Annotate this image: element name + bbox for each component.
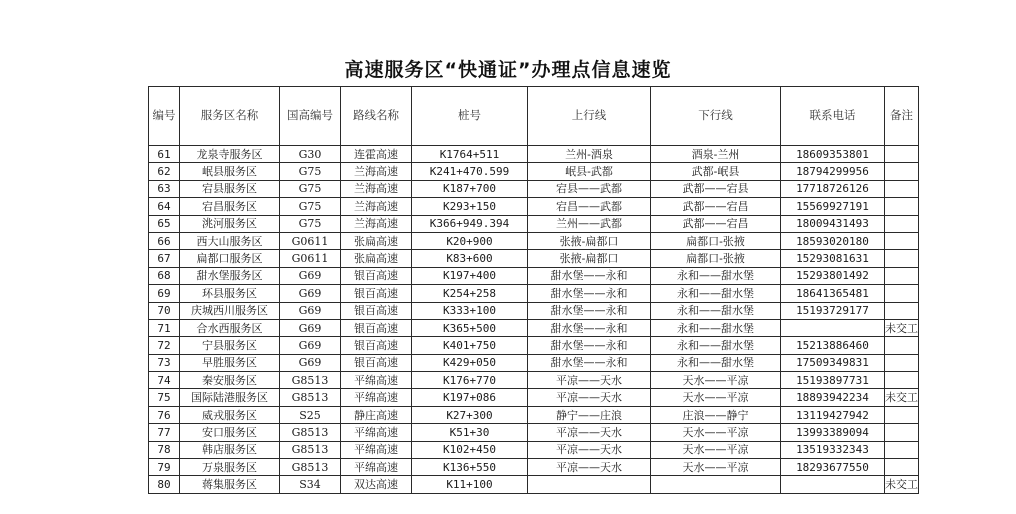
table-row — [149, 459, 919, 476]
stake-number-cell: K254+258 — [412, 285, 528, 302]
upline-cell: 甜水堡——永和 — [528, 354, 651, 371]
upline-cell: 甜水堡——永和 — [528, 285, 651, 302]
table-row — [149, 337, 919, 354]
national-code-cell: G8513 — [280, 459, 341, 476]
phone-cell: 18593020180 — [781, 232, 885, 249]
phone-cell: 18794299956 — [781, 163, 885, 180]
service-area-name-cell: 宕县服务区 — [180, 180, 280, 197]
service-area-name-cell: 扁都口服务区 — [180, 250, 280, 267]
header-cell: 编号 — [149, 87, 180, 146]
downline-cell: 永和——甜水堡 — [651, 285, 781, 302]
table-row — [149, 232, 919, 249]
number-cell: 66 — [149, 232, 180, 249]
downline-cell: 永和——甜水堡 — [651, 302, 781, 319]
remark-cell: 未交工 — [885, 389, 919, 406]
number-cell: 74 — [149, 372, 180, 389]
table-row — [149, 319, 919, 336]
downline-cell: 武都——宕县 — [651, 180, 781, 197]
stake-number-cell: K51+30 — [412, 424, 528, 441]
remark-cell — [885, 163, 919, 180]
route-name-cell: 平绵高速 — [341, 389, 412, 406]
route-name-cell: 平绵高速 — [341, 459, 412, 476]
route-name-cell: 银百高速 — [341, 337, 412, 354]
header-cell: 上行线 — [528, 87, 651, 146]
table-row — [149, 180, 919, 197]
stake-number-cell: K333+100 — [412, 302, 528, 319]
remark-cell — [885, 354, 919, 371]
stake-number-cell: K293+150 — [412, 198, 528, 215]
table-header-row — [149, 87, 919, 146]
national-code-cell: G69 — [280, 337, 341, 354]
table-row — [149, 285, 919, 302]
stake-number-cell: K197+086 — [412, 389, 528, 406]
number-cell: 79 — [149, 459, 180, 476]
route-name-cell: 张扁高速 — [341, 232, 412, 249]
number-cell: 64 — [149, 198, 180, 215]
national-code-cell: G69 — [280, 302, 341, 319]
number-cell: 72 — [149, 337, 180, 354]
upline-cell: 宕县——武都 — [528, 180, 651, 197]
page-title: 高速服务区“快通证”办理点信息速览 — [344, 59, 672, 81]
number-cell: 63 — [149, 180, 180, 197]
route-name-cell: 平绵高速 — [341, 441, 412, 458]
route-name-cell: 兰海高速 — [341, 215, 412, 232]
phone-cell — [781, 476, 885, 493]
route-name-cell: 兰海高速 — [341, 198, 412, 215]
route-name-cell: 张扁高速 — [341, 250, 412, 267]
service-area-name-cell: 安口服务区 — [180, 424, 280, 441]
downline-cell: 武都-岷县 — [651, 163, 781, 180]
table-row — [149, 267, 919, 284]
route-name-cell: 银百高速 — [341, 354, 412, 371]
phone-cell: 18293677550 — [781, 459, 885, 476]
downline-cell: 扁都口-张掖 — [651, 232, 781, 249]
number-cell: 73 — [149, 354, 180, 371]
table-row — [149, 389, 919, 406]
route-name-cell: 兰海高速 — [341, 180, 412, 197]
downline-cell: 永和——甜水堡 — [651, 319, 781, 336]
phone-cell: 15293801492 — [781, 267, 885, 284]
number-cell: 61 — [149, 146, 180, 163]
stake-number-cell: K136+550 — [412, 459, 528, 476]
stake-number-cell: K20+900 — [412, 232, 528, 249]
national-code-cell: G69 — [280, 319, 341, 336]
national-code-cell: G8513 — [280, 441, 341, 458]
remark-cell — [885, 459, 919, 476]
upline-cell: 甜水堡——永和 — [528, 319, 651, 336]
upline-cell: 平凉——天水 — [528, 459, 651, 476]
route-name-cell: 银百高速 — [341, 302, 412, 319]
upline-cell: 甜水堡——永和 — [528, 267, 651, 284]
table-row — [149, 198, 919, 215]
phone-cell: 15193729177 — [781, 302, 885, 319]
service-area-name-cell: 宕昌服务区 — [180, 198, 280, 215]
national-code-cell: G0611 — [280, 232, 341, 249]
national-code-cell: G30 — [280, 146, 341, 163]
service-area-name-cell: 庆城西川服务区 — [180, 302, 280, 319]
phone-cell: 13519332343 — [781, 441, 885, 458]
downline-cell: 天水——平凉 — [651, 372, 781, 389]
stake-number-cell: K401+750 — [412, 337, 528, 354]
service-area-name-cell: 秦安服务区 — [180, 372, 280, 389]
table-row — [149, 406, 919, 423]
remark-cell — [885, 424, 919, 441]
upline-cell: 静宁——庄浪 — [528, 406, 651, 423]
downline-cell: 扁都口-张掖 — [651, 250, 781, 267]
service-area-name-cell: 万泉服务区 — [180, 459, 280, 476]
stake-number-cell: K83+600 — [412, 250, 528, 267]
header-cell: 联系电话 — [781, 87, 885, 146]
national-code-cell: G8513 — [280, 389, 341, 406]
upline-cell: 平凉——天水 — [528, 372, 651, 389]
service-area-name-cell: 龙泉寺服务区 — [180, 146, 280, 163]
number-cell: 76 — [149, 406, 180, 423]
number-cell: 77 — [149, 424, 180, 441]
stake-number-cell: K197+400 — [412, 267, 528, 284]
upline-cell: 甜水堡——永和 — [528, 337, 651, 354]
stake-number-cell: K365+500 — [412, 319, 528, 336]
downline-cell: 永和——甜水堡 — [651, 354, 781, 371]
national-code-cell: G75 — [280, 198, 341, 215]
upline-cell: 平凉——天水 — [528, 389, 651, 406]
number-cell: 62 — [149, 163, 180, 180]
number-cell: 65 — [149, 215, 180, 232]
phone-cell: 18609353801 — [781, 146, 885, 163]
route-name-cell: 平绵高速 — [341, 424, 412, 441]
downline-cell: 永和——甜水堡 — [651, 337, 781, 354]
service-area-name-cell: 合水西服务区 — [180, 319, 280, 336]
service-area-name-cell: 环县服务区 — [180, 285, 280, 302]
downline-cell: 武都——宕昌 — [651, 215, 781, 232]
phone-cell: 15293081631 — [781, 250, 885, 267]
national-code-cell: G8513 — [280, 424, 341, 441]
table-row — [149, 441, 919, 458]
route-name-cell: 静庄高速 — [341, 406, 412, 423]
downline-cell — [651, 476, 781, 493]
service-area-name-cell: 西大山服务区 — [180, 232, 280, 249]
service-area-name-cell: 早胜服务区 — [180, 354, 280, 371]
stake-number-cell: K11+100 — [412, 476, 528, 493]
national-code-cell: S25 — [280, 406, 341, 423]
national-code-cell: G69 — [280, 285, 341, 302]
national-code-cell: G8513 — [280, 372, 341, 389]
phone-cell — [781, 319, 885, 336]
service-area-table — [148, 86, 919, 494]
upline-cell: 兰州-酒泉 — [528, 146, 651, 163]
number-cell: 78 — [149, 441, 180, 458]
national-code-cell: G75 — [280, 180, 341, 197]
national-code-cell: S34 — [280, 476, 341, 493]
table-row — [149, 372, 919, 389]
stake-number-cell: K176+770 — [412, 372, 528, 389]
remark-cell — [885, 215, 919, 232]
table-row — [149, 476, 919, 493]
phone-cell: 18009431493 — [781, 215, 885, 232]
upline-cell: 甜水堡——永和 — [528, 302, 651, 319]
remark-cell — [885, 198, 919, 215]
number-cell: 67 — [149, 250, 180, 267]
remark-cell — [885, 372, 919, 389]
number-cell: 70 — [149, 302, 180, 319]
phone-cell: 13993389094 — [781, 424, 885, 441]
header-cell: 服务区名称 — [180, 87, 280, 146]
downline-cell: 天水——平凉 — [651, 459, 781, 476]
remark-cell — [885, 337, 919, 354]
downline-cell: 天水——平凉 — [651, 424, 781, 441]
number-cell: 71 — [149, 319, 180, 336]
remark-cell — [885, 441, 919, 458]
header-cell: 桩号 — [412, 87, 528, 146]
upline-cell — [528, 476, 651, 493]
service-area-name-cell: 洮河服务区 — [180, 215, 280, 232]
phone-cell: 15193897731 — [781, 372, 885, 389]
remark-cell — [885, 232, 919, 249]
upline-cell: 平凉——天水 — [528, 424, 651, 441]
upline-cell: 岷县-武都 — [528, 163, 651, 180]
upline-cell: 张掖-扁都口 — [528, 232, 651, 249]
route-name-cell: 银百高速 — [341, 285, 412, 302]
route-name-cell: 连霍高速 — [341, 146, 412, 163]
service-area-name-cell: 甜水堡服务区 — [180, 267, 280, 284]
table-row — [149, 146, 919, 163]
remark-cell: 未交工 — [885, 476, 919, 493]
number-cell: 68 — [149, 267, 180, 284]
header-cell: 国高编号 — [280, 87, 341, 146]
remark-cell — [885, 146, 919, 163]
table-row — [149, 250, 919, 267]
stake-number-cell: K1764+511 — [412, 146, 528, 163]
remark-cell — [885, 250, 919, 267]
stake-number-cell: K241+470.599 — [412, 163, 528, 180]
upline-cell: 兰州——武都 — [528, 215, 651, 232]
downline-cell: 永和——甜水堡 — [651, 267, 781, 284]
table-row — [149, 163, 919, 180]
number-cell: 80 — [149, 476, 180, 493]
upline-cell: 宕昌——武都 — [528, 198, 651, 215]
stake-number-cell: K187+700 — [412, 180, 528, 197]
header-cell: 备注 — [885, 87, 919, 146]
downline-cell: 酒泉-兰州 — [651, 146, 781, 163]
remark-cell — [885, 267, 919, 284]
header-cell: 路线名称 — [341, 87, 412, 146]
upline-cell: 平凉——天水 — [528, 441, 651, 458]
number-cell: 69 — [149, 285, 180, 302]
phone-cell: 17509349831 — [781, 354, 885, 371]
downline-cell: 天水——平凉 — [651, 389, 781, 406]
downline-cell: 天水——平凉 — [651, 441, 781, 458]
phone-cell: 13119427942 — [781, 406, 885, 423]
route-name-cell: 平绵高速 — [341, 372, 412, 389]
remark-cell — [885, 302, 919, 319]
service-area-name-cell: 威戎服务区 — [180, 406, 280, 423]
service-area-name-cell: 宁县服务区 — [180, 337, 280, 354]
table-row — [149, 302, 919, 319]
phone-cell: 17718726126 — [781, 180, 885, 197]
remark-cell: 未交工 — [885, 319, 919, 336]
phone-cell: 18641365481 — [781, 285, 885, 302]
national-code-cell: G69 — [280, 354, 341, 371]
route-name-cell: 双达高速 — [341, 476, 412, 493]
service-area-name-cell: 蒋集服务区 — [180, 476, 280, 493]
national-code-cell: G69 — [280, 267, 341, 284]
stake-number-cell: K102+450 — [412, 441, 528, 458]
service-area-name-cell: 韩店服务区 — [180, 441, 280, 458]
route-name-cell: 兰海高速 — [341, 163, 412, 180]
remark-cell — [885, 285, 919, 302]
table-row — [149, 354, 919, 371]
route-name-cell: 银百高速 — [341, 267, 412, 284]
national-code-cell: G0611 — [280, 250, 341, 267]
stake-number-cell: K27+300 — [412, 406, 528, 423]
phone-cell: 18893942234 — [781, 389, 885, 406]
service-area-name-cell: 岷县服务区 — [180, 163, 280, 180]
table-row — [149, 215, 919, 232]
header-cell: 下行线 — [651, 87, 781, 146]
remark-cell — [885, 406, 919, 423]
downline-cell: 武都——宕昌 — [651, 198, 781, 215]
national-code-cell: G75 — [280, 163, 341, 180]
route-name-cell: 银百高速 — [341, 319, 412, 336]
table-row — [149, 424, 919, 441]
remark-cell — [885, 180, 919, 197]
number-cell: 75 — [149, 389, 180, 406]
upline-cell: 张掖-扁都口 — [528, 250, 651, 267]
stake-number-cell: K429+050 — [412, 354, 528, 371]
national-code-cell: G75 — [280, 215, 341, 232]
downline-cell: 庄浪——静宁 — [651, 406, 781, 423]
service-area-name-cell: 国际陆港服务区 — [180, 389, 280, 406]
stake-number-cell: K366+949.394 — [412, 215, 528, 232]
phone-cell: 15569927191 — [781, 198, 885, 215]
phone-cell: 15213886460 — [781, 337, 885, 354]
